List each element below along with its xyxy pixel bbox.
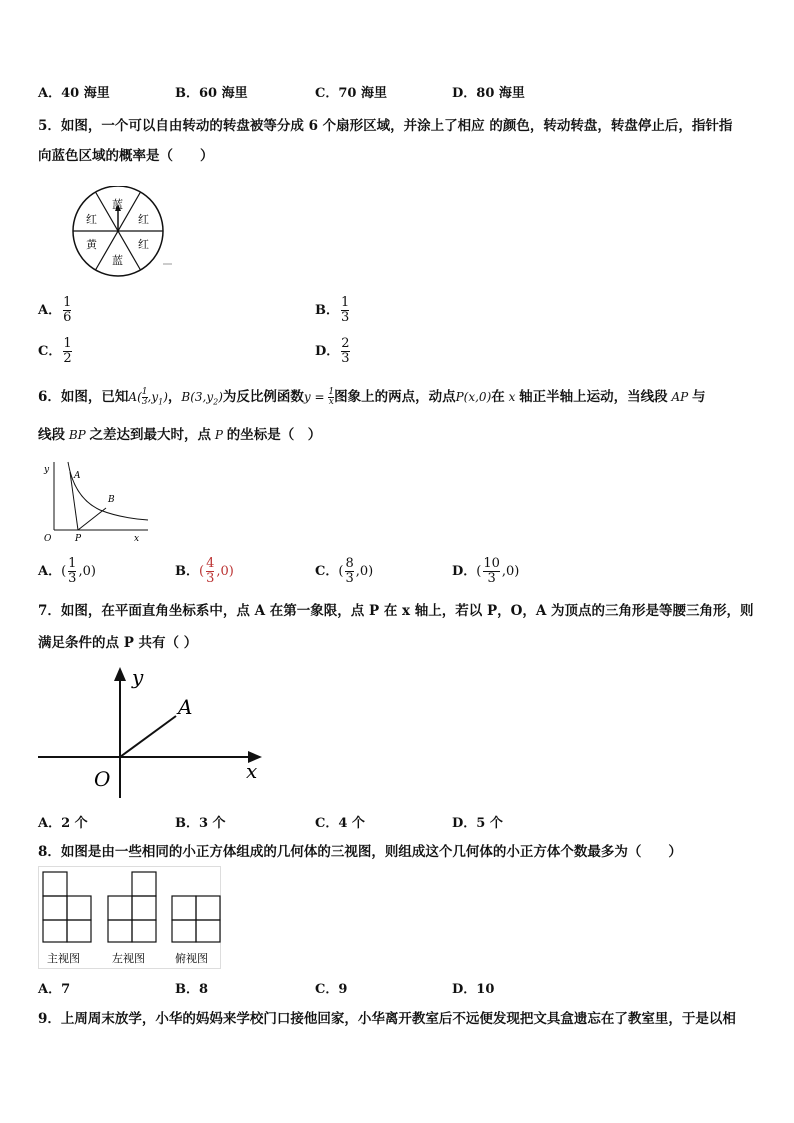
q8-stem-line1: 8．如图是由一些相同的小正方体组成的几何体的三视图，则组成这个几何体的小正方体个数最多为（ ）	[38, 844, 682, 860]
q7-coordinate-figure	[36, 664, 268, 802]
fraction: $\frac{8}{3}$	[345, 556, 354, 586]
left-view-label: 左视图	[112, 952, 145, 965]
q8-three-views-figure	[38, 866, 224, 970]
fraction: $\frac{2}{3}$	[341, 336, 350, 366]
q4-option-a: A．40 海里	[38, 86, 110, 101]
graph-y-label: y	[132, 665, 144, 689]
q8-option-b: B．8	[175, 982, 209, 997]
q5-stem-line2: 向蓝色区域的概率是（ ）	[38, 148, 214, 164]
q7-option-c: C．4 个	[315, 816, 365, 831]
graph-y-label: y	[44, 465, 50, 475]
q5-option-a: A． $\frac{1}{6}$	[38, 295, 72, 325]
q5-stem-line1: 5．如图，一个可以自由转动的转盘被等分成 6 个扇形区域，并涂上了相应 的颜色，转动转盘，转盘停止后，指针指	[38, 118, 733, 134]
function-expr: y = $\frac{1}{x}$	[303, 387, 335, 407]
graph-point-a-label: A	[74, 471, 81, 481]
top-view-label: 俯视图	[175, 952, 208, 965]
q6-stem-line2: 线段 BP 之差达到最大时，点 P 的坐标是（ ）	[38, 427, 322, 443]
q7-stem-line2: 满足条件的点 P 共有（ ）	[38, 635, 198, 651]
q6-option-c: C．( $\frac{8}{3}$ ,0)	[315, 556, 374, 586]
graph-x-label: x	[246, 759, 258, 783]
point-a-expr: A( $\frac{1}{3}$ $,y_1$)	[128, 387, 168, 407]
fraction: $\frac{1}{6}$	[63, 295, 72, 325]
left-view	[108, 872, 156, 942]
front-view	[43, 872, 91, 942]
q5-option-d: D． $\frac{2}{3}$	[315, 336, 350, 366]
q5-option-c: C． $\frac{1}{2}$	[38, 336, 72, 366]
sector-label-upper-left: 红	[86, 213, 97, 226]
q8-option-c: C．9	[315, 982, 348, 997]
sector-label-lower-left: 黄	[86, 238, 97, 251]
graph-x-label: x	[134, 534, 140, 544]
fraction: $\frac{4}{3}$	[206, 556, 215, 586]
graph-origin-label: O	[44, 534, 52, 544]
q6-option-a: A．( $\frac{1}{3}$ ,0)	[38, 556, 96, 586]
sector-label-upper-right: 红	[138, 213, 149, 226]
q4-option-d: D．80 海里	[452, 86, 525, 101]
q5-option-b: B． $\frac{1}{3}$	[315, 295, 350, 325]
graph-point-p-label: P	[75, 534, 82, 544]
q8-option-d: D．10	[452, 982, 495, 997]
sector-label-top: 蓝	[112, 198, 123, 211]
graph-point-a-label: A	[178, 695, 193, 719]
q6-graph-figure	[40, 458, 152, 544]
sector-label-lower-right: 红	[138, 238, 149, 251]
fraction: $\frac{1}{2}$	[63, 336, 72, 366]
q7-option-d: D．5 个	[452, 816, 503, 831]
graph-point-b-label: B	[108, 495, 115, 505]
point-p-expr: P(x,0)	[455, 390, 492, 404]
q6-option-d: D．( $\frac{10}{3}$ ,0)	[452, 556, 520, 586]
fraction: $\frac{1}{3}$	[68, 556, 77, 586]
fraction: $\frac{1}{3}$	[341, 295, 350, 325]
point-b-expr: $B(3,y_2)$	[181, 390, 223, 407]
q4-option-c: C．70 海里	[315, 86, 387, 101]
q9-stem-line1: 9．上周周末放学，小华的妈妈来学校门口接他回家，小华离开教室后不远便发现把文具盒遗忘在了教室里，于是以相	[38, 1011, 736, 1027]
q7-option-a: A．2 个	[38, 816, 88, 831]
q8-option-a: A．7	[38, 982, 71, 997]
q6-option-b: B．( $\frac{4}{3}$ ,0)	[175, 556, 234, 586]
q5-spinner-figure	[68, 186, 178, 282]
front-view-label: 主视图	[47, 952, 80, 965]
q4-option-b: B．60 海里	[175, 86, 248, 101]
sector-label-bottom: 蓝	[112, 254, 123, 267]
fraction: $\frac{10}{3}$	[483, 556, 500, 586]
graph-origin-label: O	[94, 767, 111, 791]
q6-stem-line1: 6．如图，已知A( $\frac{1}{3}$ $,y_1$)，$B(3,y_2)$为反比例函数y = $\frac{1}{x}$ 图象上的两点，动点P(x,0)在 x 轴正半轴上运动，当线段 AP 与	[38, 387, 706, 407]
top-view	[172, 896, 220, 942]
q7-stem-line1: 7．如图，在平面直角坐标系中，点 A 在第一象限，点 P 在 x 轴上，若以 P，O，A 为顶点的三角形是等腰三角形，则	[38, 603, 754, 619]
q7-option-b: B．3 个	[175, 816, 226, 831]
